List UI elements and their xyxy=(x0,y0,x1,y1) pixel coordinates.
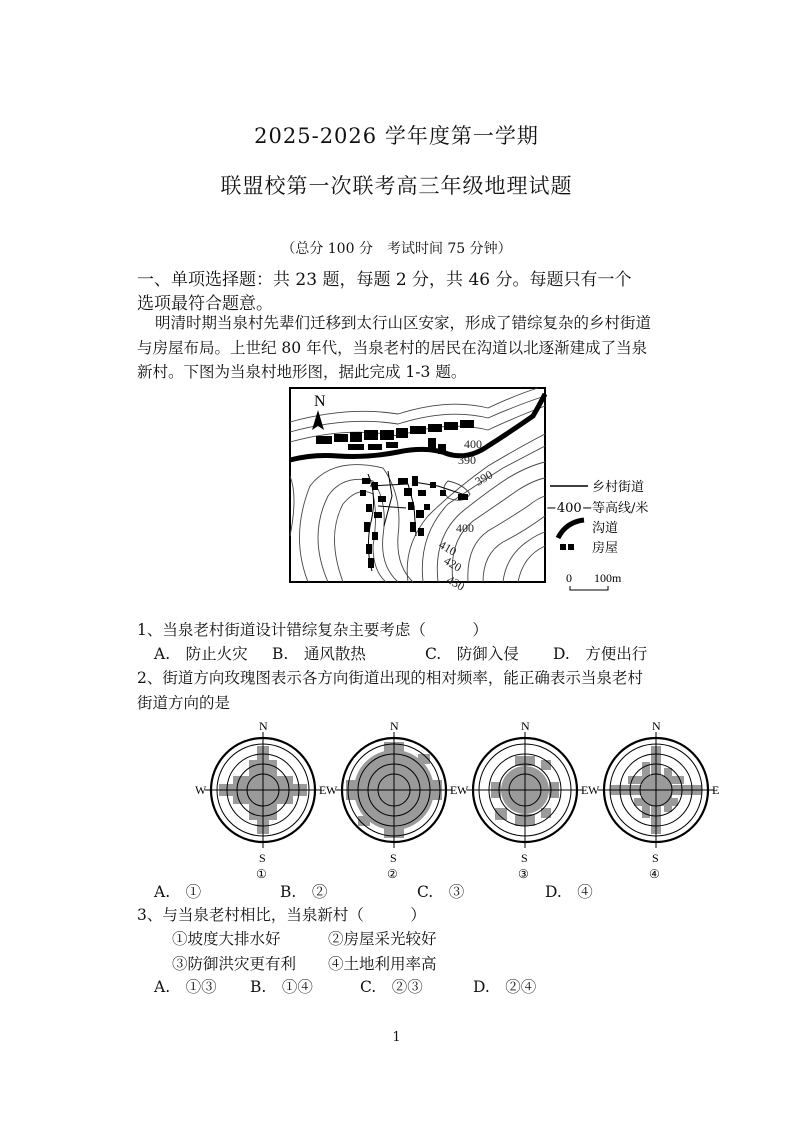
rose-4-e: E xyxy=(712,783,720,797)
title-line-1: 2025-2026 学年度第一学期 xyxy=(254,124,539,148)
contour-label-390-north: 390 xyxy=(458,453,476,467)
rose-1-e: E xyxy=(319,783,327,797)
q1-option-b[interactable]: B. 通风散热 xyxy=(272,645,366,663)
legend-gully-symbol xyxy=(558,520,584,538)
q2-stem-line-1: 2、街道方向玫瑰图表示各方向街道出现的相对频率，能正确表示当泉老村 xyxy=(137,669,643,687)
rose-3 xyxy=(457,720,588,880)
rose-2 xyxy=(326,720,457,880)
q3-stem: 3、与当泉老村相比，当泉新村（ ） xyxy=(137,906,426,924)
q2-option-b[interactable]: B. ② xyxy=(280,883,328,901)
rose-4 xyxy=(588,720,719,880)
passage-line-2: 与房屋布局。上世纪 80 年代，当泉老村的居民在沟道以北逐渐建成了当泉 xyxy=(137,339,648,357)
legend-gully-label: 沟道 xyxy=(592,521,619,536)
map-legend xyxy=(546,479,648,590)
rose-1 xyxy=(195,720,326,880)
rose-3-e: E xyxy=(581,783,589,797)
rose-3-number: ③ xyxy=(518,867,529,880)
q3-statement-2: ②房屋采光较好 xyxy=(328,930,437,948)
q1-stem: 1、当泉老村街道设计错综复杂主要考虑（ ） xyxy=(137,621,488,639)
q3-option-b[interactable]: B. ①④ xyxy=(250,978,313,996)
passage-line-1: 明清时期当泉村先辈们迁移到太行山区安家，形成了错综复杂的乡村街道 xyxy=(155,314,652,332)
rose-1-s: S xyxy=(259,851,266,865)
rose-2-number: ② xyxy=(387,867,398,880)
q3-option-a[interactable]: A. ①③ xyxy=(154,978,217,996)
section-heading-line-1: 一、单项选择题：共 23 题，每题 2 分，共 46 分。每题只有一个 xyxy=(137,270,632,290)
contour-label-410: 410 xyxy=(436,537,460,559)
q3-option-c[interactable]: C. ②③ xyxy=(360,978,423,996)
exam-info: （总分 100 分 考试时间 75 分钟） xyxy=(281,241,512,257)
rose-3-w: W xyxy=(457,783,469,797)
rose-diagrams xyxy=(195,720,735,880)
legend-contour-label: 等高线/米 xyxy=(592,501,649,516)
q3-option-d[interactable]: D. ②④ xyxy=(473,978,537,996)
q1-option-c[interactable]: C. 防御入侵 xyxy=(425,645,519,663)
rose-4-s: S xyxy=(652,851,659,865)
contour-label-390-east: 390 xyxy=(472,467,496,489)
topographic-map xyxy=(288,386,668,600)
q2-option-c[interactable]: C. ③ xyxy=(417,883,465,901)
page-number: 1 xyxy=(392,1030,401,1045)
contour-label-400-north: 400 xyxy=(464,437,482,451)
rose-1-n: N xyxy=(259,720,268,733)
legend-street-label: 乡村街道 xyxy=(592,480,645,495)
contour-label-400-south: 400 xyxy=(456,521,474,535)
q2-option-d[interactable]: D. ④ xyxy=(545,883,593,901)
rose-1-w: W xyxy=(195,783,207,797)
legend-house-label: 房屋 xyxy=(592,541,619,556)
rose-2-w: W xyxy=(326,783,338,797)
rose-3-n: N xyxy=(521,720,530,733)
rose-2-e: E xyxy=(450,783,458,797)
section-heading-line-2: 选项最符合题意。 xyxy=(137,294,273,314)
rose-2-n: N xyxy=(390,720,399,733)
rose-3-s: S xyxy=(521,851,528,865)
q2-stem-line-2: 街道方向的是 xyxy=(137,694,231,712)
q1-option-d[interactable]: D. 方便出行 xyxy=(553,645,648,663)
legend-contour-symbol: −400− xyxy=(546,501,593,516)
q3-statement-1: ①坡度大排水好 xyxy=(172,930,281,948)
q3-statement-4: ④土地利用率高 xyxy=(328,955,437,973)
rose-4-number: ④ xyxy=(649,867,660,880)
scale-zero: 0 xyxy=(566,571,572,585)
q1-option-a[interactable]: A. 防止火灾 xyxy=(154,645,248,663)
rose-4-n: N xyxy=(652,720,661,733)
rose-1-number: ① xyxy=(256,867,267,880)
contour-label-430: 430 xyxy=(444,572,468,594)
scale-length: 100m xyxy=(594,571,622,585)
q2-option-a[interactable]: A. ① xyxy=(154,883,202,901)
q3-statement-3: ③防御洪灾更有利 xyxy=(172,955,297,973)
title-line-2: 联盟校第一次联考高三年级地理试题 xyxy=(220,174,573,198)
north-label: N xyxy=(314,393,326,410)
rose-2-s: S xyxy=(390,851,397,865)
contour-label-420: 420 xyxy=(441,553,465,575)
passage-line-3: 新村。下图为当泉村地形图，据此完成 1-3 题。 xyxy=(137,363,467,381)
rose-4-w: W xyxy=(588,783,600,797)
